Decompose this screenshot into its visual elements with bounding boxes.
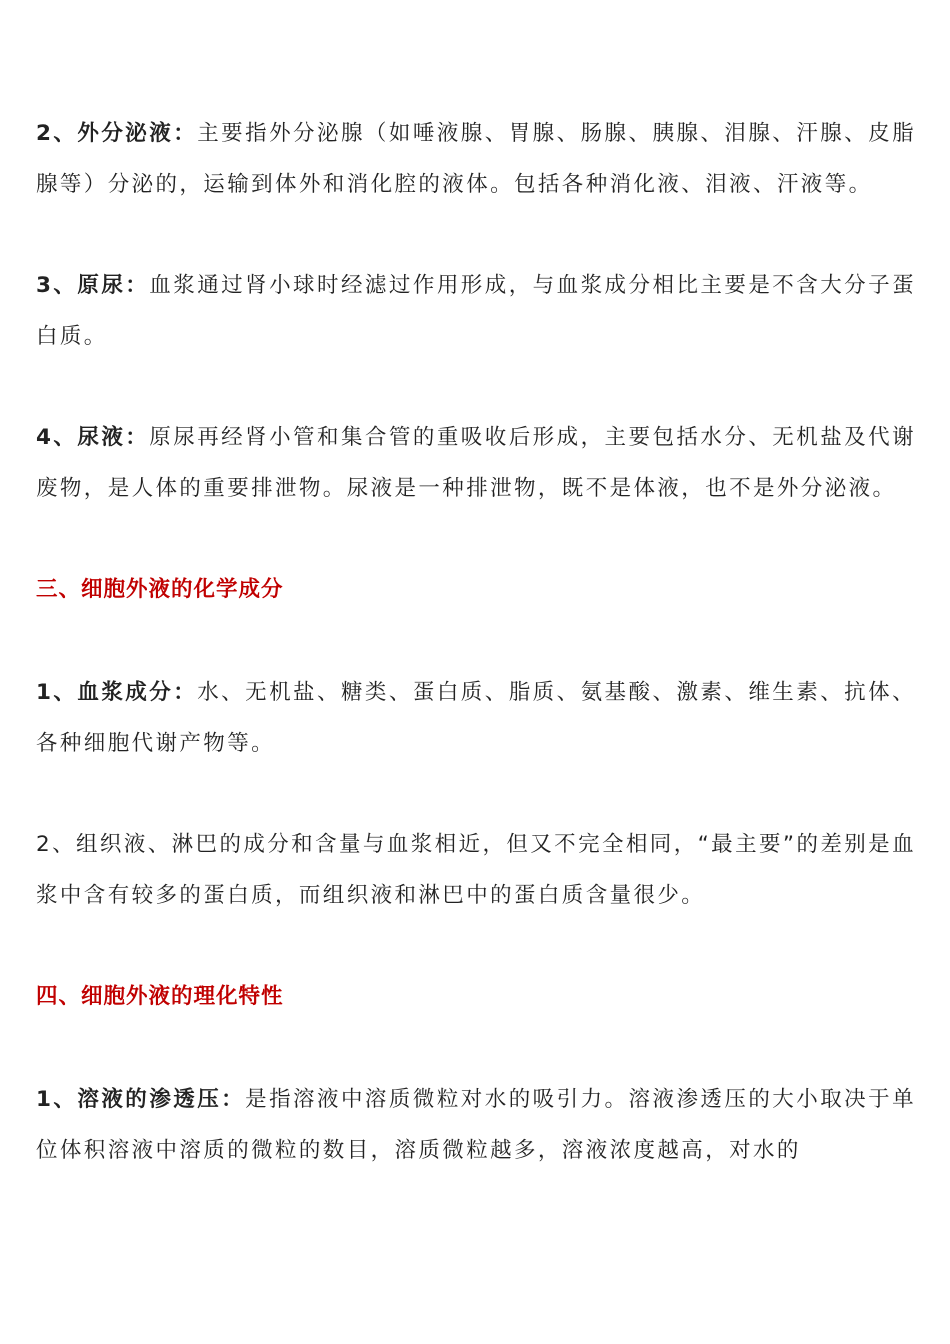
section-heading-chemical-composition: 三、细胞外液的化学成分 [36, 577, 284, 602]
paragraph-osmotic-pressure [36, 1074, 916, 1176]
spacer [36, 615, 916, 667]
text-urine: 原尿再经肾小管和集合管的重吸收后形成，主要包括水分、无机盐及代谢废物，是人体的重要排泄物。尿液是一种排泄物，既不是体液，也不是外分泌液。 [36, 425, 916, 501]
section-heading-physicochemical-properties: 四、细胞外液的理化特性 [36, 984, 284, 1009]
term-urine: 4、尿液： [36, 425, 150, 450]
term-plasma-composition: 1、血浆成分： [36, 680, 198, 705]
spacer [36, 362, 916, 412]
text-exocrine-fluid: 主要指外分泌腺（如唾液腺、胃腺、肠腺、胰腺、泪腺、汗腺、皮脂腺等）分泌的，运输到体外和消化腔的液体。包括各种消化液、泪液、汗液等。 [36, 121, 916, 197]
term-primary-urine: 3、原尿： [36, 273, 150, 298]
spacer [36, 210, 916, 260]
term-exocrine-fluid: 2、外分泌液： [36, 121, 198, 146]
paragraph-primary-urine [36, 260, 916, 362]
paragraph-tissue-fluid-difference: 2、组织液、淋巴的成分和含量与血浆相近，但又不完全相同，“最主要”的差别是血浆中含有较多的蛋白质，而组织液和淋巴中的蛋白质含量很少。 [36, 832, 916, 908]
text-osmotic-pressure: 是指溶液中溶质微粒对水的吸引力。溶液渗透压的大小取决于单位体积溶液中溶质的微粒的数目，溶质微粒越多，溶液浓度越高，对水的 [36, 1087, 917, 1163]
spacer [36, 1022, 916, 1074]
spacer [36, 514, 916, 564]
text-plasma-composition: 水、无机盐、糖类、蛋白质、脂质、氨基酸、激素、维生素、抗体、各种细胞代谢产物等。 [36, 680, 916, 756]
spacer [36, 769, 916, 819]
term-osmotic-pressure: 1、溶液的渗透压： [36, 1087, 246, 1112]
spacer [36, 921, 916, 971]
paragraph-plasma-composition [36, 667, 916, 769]
text-primary-urine: 血浆通过肾小球时经滤过作用形成，与血浆成分相比主要是不含大分子蛋白质。 [36, 273, 916, 349]
document-page [36, 108, 916, 1176]
paragraph-exocrine-fluid [36, 108, 916, 210]
paragraph-urine [36, 412, 916, 514]
